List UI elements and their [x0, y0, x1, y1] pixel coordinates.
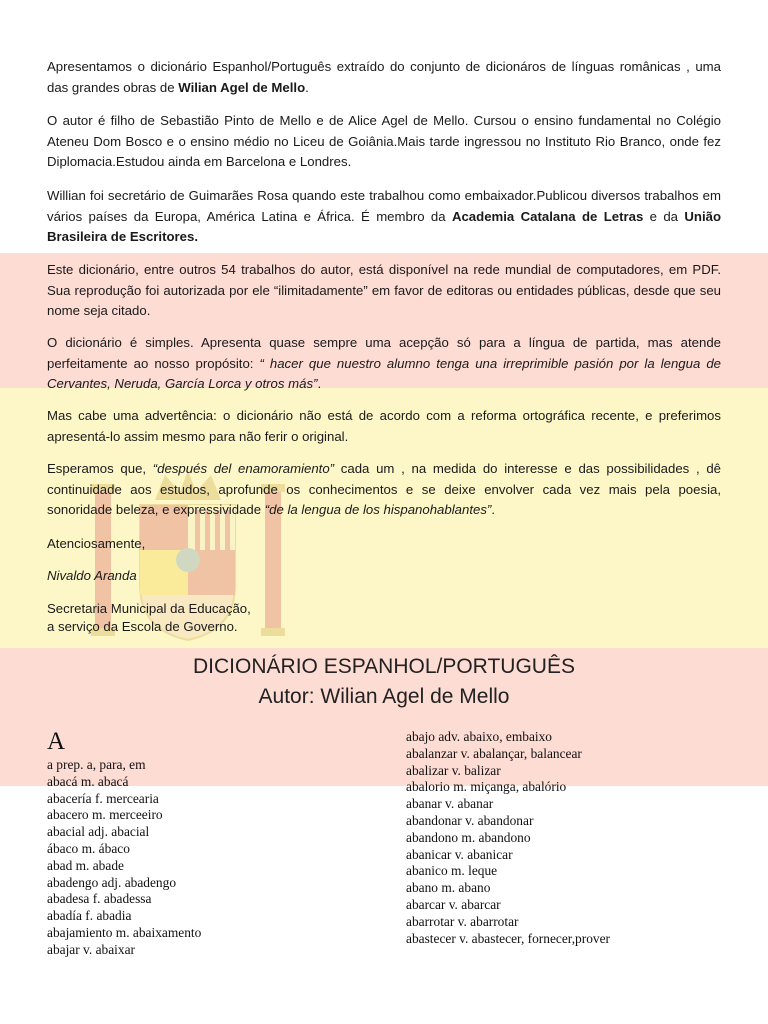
list-item: abajamiento m. abaixamento [47, 924, 202, 940]
list-item: abalizar v. balizar [406, 762, 501, 778]
list-item: abarcar v. abarcar [406, 896, 501, 912]
entries-right-column [406, 729, 610, 947]
intro-paragraph-6: Mas cabe uma advertência: o dicionário não está de acordo com a reforma ortográfica recente, e preferimos apresentá-lo assim mesmo para não ferir o original. [47, 408, 721, 444]
list-item: abandono m. abandono [406, 829, 531, 845]
list-item: abastecer v. abastecer, fornecer,prover [406, 930, 610, 946]
list-item: abandonar v. abandonar [406, 812, 534, 828]
intro-paragraph-1: Apresentamos o dicionário Espanhol/Português extraído do conjunto de dicionáros de línguas românicas , uma das grandes obras de Wilian Agel de Mello. [47, 59, 721, 95]
list-item: abanico m. leque [406, 863, 498, 879]
list-item: abajar v. abaixar [47, 941, 135, 957]
intro-paragraph-3: Willian foi secretário de Guimarães Rosa quando este trabalhou como embaixador.Publicou diversos trabalhos em vários países da Europa, América Latina e África. É membro da Academia Catalana de Letras e da União Brasileira de Escritores. [47, 188, 722, 244]
list-item: abalanzar v. abalançar, balancear [406, 745, 582, 761]
signature-name: Nivaldo Aranda [47, 568, 137, 583]
list-item: a prep. a, para, em [47, 757, 146, 772]
list-item: abanicar v. abanicar [406, 846, 513, 862]
list-item: abano m. abano [406, 880, 491, 896]
list-item: abacial adj. abacial [47, 824, 150, 840]
intro-paragraph-5: O dicionário é simples. Apresenta quase sempre uma acepção só para a língua de partida, mas atende perfeitamente ao nosso propósito: “ hacer que nuestro alumno tenga una irreprimible pasión por la lengua de Cervantes, Neruda, García Lorca y otros más”. [47, 335, 721, 391]
list-item: abajo adv. abaixo, embaixo [406, 729, 553, 744]
quote-italic-2: “después del enamoramiento” [152, 461, 335, 476]
organization-line-1: Secretaria Municipal da Educação, [47, 601, 251, 616]
dictionary-author: Autor: Wilian Agel de Mello [258, 685, 510, 708]
list-item: abadía f. abadia [47, 908, 132, 924]
section-letter: A [47, 728, 66, 755]
organization-line-2: a serviço da Escola de Governo. [47, 619, 238, 634]
list-item: abarrotar v. abarrotar [406, 913, 519, 929]
quote-italic: “ hacer que nuestro alumno tenga una irreprimible pasión por la lengua de Cervantes, Neruda, García Lorca y otros más” [47, 355, 721, 391]
list-item: abacá m. abacá [47, 773, 129, 789]
list-item: abanar v. abanar [406, 796, 494, 812]
quote-italic-3: “de la lengua de los hispanohablantes” [264, 502, 492, 517]
list-item: ábaco m. ábaco [47, 840, 130, 856]
union-name-bold: União Brasileira de Escritores. [47, 208, 722, 244]
intro-paragraph-7: Esperamos que, “después del enamoramiento” cada um , na medida do interesse e das possibilidades , dê continuidade aos estudos, aprofunde os conhecimentos e se deixe envolver cada vez mais pela poesia, sonoridade beleza, e expressividade “de la lengua de los hispanohablantes”. [47, 461, 721, 517]
list-item: abacería f. mercearia [47, 790, 159, 806]
list-item: abadesa f. abadessa [47, 891, 152, 907]
dictionary-title: DICIONÁRIO ESPANHOL/PORTUGUÊS [193, 655, 575, 678]
list-item: abalorio m. miçanga, abalório [406, 779, 567, 795]
author-name-bold: Wilian Agel de Mello [178, 79, 306, 95]
list-item: abadengo adj. abadengo [47, 874, 177, 890]
list-item: abacero m. merceeiro [47, 807, 163, 823]
intro-paragraph-2: O autor é filho de Sebastião Pinto de Mello e de Alice Agel de Mello. Cursou o ensino fundamental no Colégio Ateneu Dom Bosco e o ensino médio no Liceu de Goiânia.Mais tarde ingressou no Instituto Rio Branco, onde fez Diplomacia.Estudou ainda em Barcelona e Londres. [47, 113, 721, 169]
list-item: abad m. abade [47, 857, 124, 873]
intro-paragraph-4: Este dicionário, entre outros 54 trabalhos do autor, está disponível na rede mundial de computadores, em PDF. Sua reprodução foi autorizada por ele “ilimitadamente” em favor de editoras ou entidades públicas, desde que seu nome seja citado. [47, 262, 721, 318]
academy-name-bold: Academia Catalana de Letras [451, 208, 644, 224]
entries-left-column [47, 757, 201, 959]
closing-text: Atenciosamente, [47, 536, 146, 551]
